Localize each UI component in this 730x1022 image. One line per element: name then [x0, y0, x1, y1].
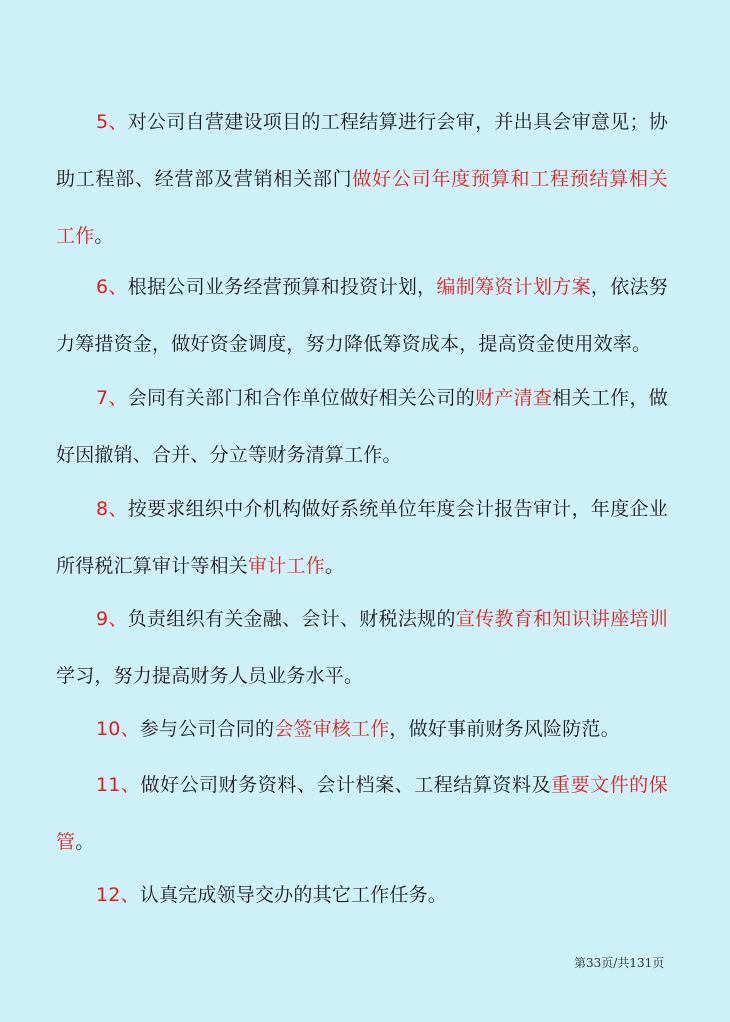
- item-text-end: 。: [75, 831, 95, 853]
- item-text: 做好公司财务资料、会计档案、工程结算资料及: [140, 774, 552, 796]
- item-text-end: 。: [94, 225, 114, 247]
- item-text-end: ，依法努力筹措资金，做好资金调度，努力降低筹资成本，提高资金使用效率。: [56, 276, 668, 355]
- highlighted-text: 宣传教育和知识讲座培训: [455, 608, 669, 630]
- item-text: 参与公司合同的: [139, 718, 275, 740]
- item-text: 认真完成领导交办的其它工作任务。: [139, 884, 447, 906]
- item-text: 根据公司业务经营预算和投资计划，: [127, 276, 437, 298]
- item-text: 负责组织有关金融、会计、财税法规的: [127, 608, 456, 630]
- item-text: 对公司自营建设项目的工程结算进行会审，并出具会审意见；协助工程部、经营部及营销相关部门: [56, 111, 668, 190]
- list-item-9: [56, 591, 668, 705]
- highlighted-text: 重要文件的保管: [56, 774, 668, 853]
- item-text-end: 相关工作，做好因撤销、合并、分立等财务清算工作。: [56, 387, 668, 466]
- item-text-end: ，做好事前财务风险防范。: [389, 718, 620, 740]
- item-text: 会同有关部门和合作单位做好相关公司的: [127, 387, 476, 409]
- item-number: 12、: [96, 884, 140, 906]
- item-number: 7、: [96, 387, 128, 409]
- list-item-7: [56, 370, 668, 484]
- item-text-end: 学习，努力提高财务人员业务水平。: [56, 665, 364, 687]
- list-item-8: [56, 481, 668, 595]
- list-item-11: [56, 757, 668, 871]
- list-item-12: [56, 867, 668, 924]
- highlighted-text: 审计工作: [248, 555, 325, 577]
- item-number: 11、: [96, 774, 141, 796]
- highlighted-text: 做好公司年度预算和工程预结算相关工作: [56, 168, 668, 247]
- item-number: 8、: [96, 498, 128, 520]
- item-number: 6、: [96, 276, 128, 298]
- page-number: 第33页/共131页: [574, 956, 665, 970]
- item-text-end: 。: [324, 555, 345, 577]
- highlighted-text: 财产清查: [475, 387, 553, 409]
- highlighted-text: 会签审核工作: [274, 718, 390, 740]
- item-number: 5、: [96, 111, 128, 133]
- item-number: 10、: [96, 718, 140, 740]
- item-number: 9、: [96, 608, 128, 630]
- list-item-5: [56, 94, 668, 265]
- list-item-6: [56, 259, 668, 373]
- item-text: 按要求组织中介机构做好系统单位年度会计报告审计，年度企业所得税汇算审计等相关: [56, 498, 668, 577]
- highlighted-text: 编制筹资计划方案: [436, 276, 591, 298]
- list-item-10: [56, 701, 668, 758]
